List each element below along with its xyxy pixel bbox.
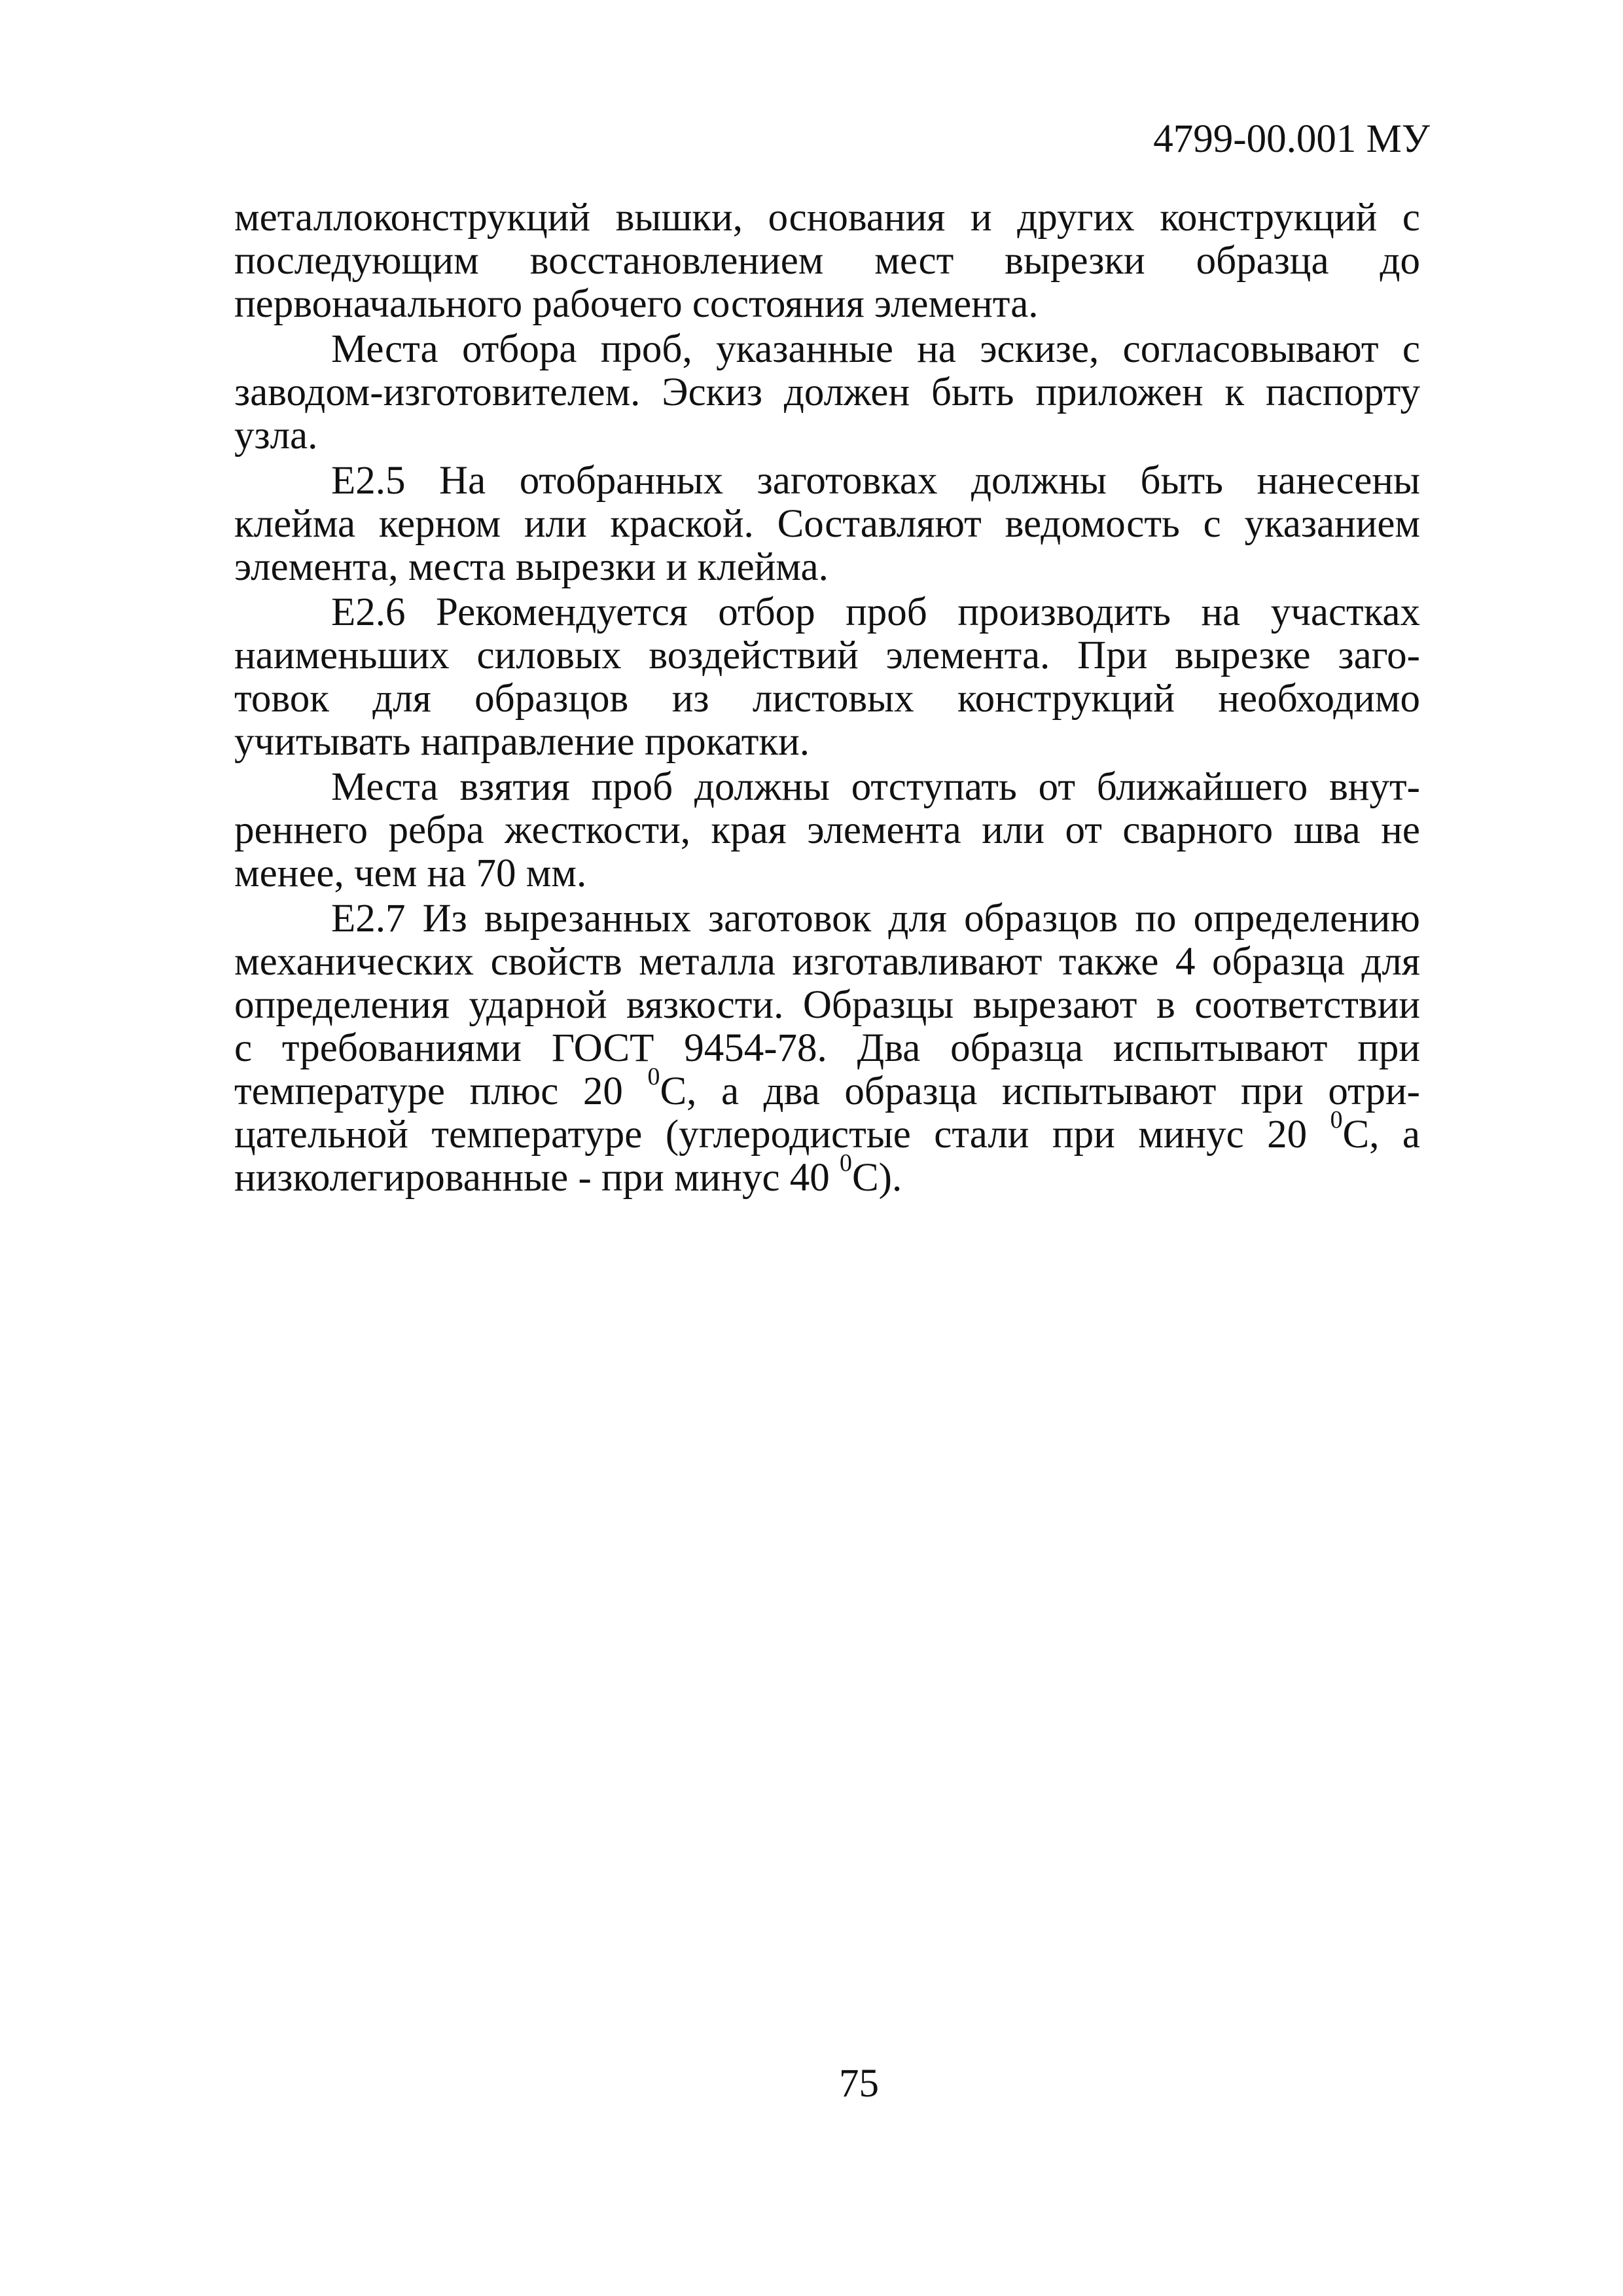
text-line: Е2.5 На отобранных заготовках должны быть нанесены [331,459,1420,503]
text-line: учитывать направление прокатки. [234,720,810,764]
text-segment: температуре плюс 20 [234,1069,648,1113]
text-line: узла. [234,414,318,457]
degree-superscript: 0 [647,1062,660,1090]
text-line: Е2.6 Рекомендуется отбор проб производить на участках [331,590,1420,634]
text-line: Е2.7 Из вырезанных заготовок для образцов по определению [331,897,1420,941]
text-line: товок для образцов из листовых конструкций необходимо [234,677,1420,721]
paragraph-sampling-places [234,766,1420,895]
text-segment: С). [851,1156,902,1200]
text-line: реннего ребра жесткости, края элемента или от сварного шва не [234,808,1420,852]
text-line [234,1062,1420,1113]
text-segment: цательной температуре (углеродистые стали при минус 20 [234,1113,1330,1157]
text-line: менее, чем на 70 мм. [234,852,587,895]
text-segment: низколегированные - при минус 40 [234,1156,840,1200]
paragraph-e2-7 [234,897,1420,1200]
paragraph-e2-6 [234,591,1420,764]
text-line [234,1149,1420,1200]
text-line: заводом-изготовителем. Эскиз должен быть приложен к паспорту [234,370,1420,414]
text-line: Места взятия проб должны отступать от ближайшего внут- [331,765,1420,809]
degree-superscript: 0 [1330,1105,1343,1134]
paragraph-1 [234,196,1420,326]
degree-superscript: 0 [840,1149,852,1177]
text-line: наименьших силовых воздействий элемента. При вырезке заго- [234,634,1420,677]
text-line: определения ударной вязкости. Образцы вырезают в соответствии [234,983,1420,1027]
text-line: клейма керном или краской. Составляют ведомость с указанием [234,502,1420,546]
document-code: 4799-00.001 МУ [1153,117,1430,161]
text-line: механических свойств металла изготавливают также 4 образца для [234,940,1420,984]
text-line [234,1105,1420,1157]
text-line: элемента, места вырезки и клейма. [234,545,829,589]
body-text [234,196,1420,1202]
text-line: последующим восстановлением мест вырезки образца до [234,239,1420,283]
text-line: первоначального рабочего состояния элемента. [234,282,1039,326]
text-line: металлоконструкций вышки, основания и других конструкций с [234,196,1420,240]
text-segment: С, а два образца испытывают при отри- [660,1069,1420,1113]
text-line: с требованиями ГОСТ 9454-78. Два образца испытывают при [234,1026,1420,1070]
text-segment: С, а [1342,1113,1420,1157]
paragraph-e2-5 [234,459,1420,589]
page-number: 75 [839,2062,879,2106]
text-line: Места отбора проб, указанные на эскизе, согласовывают с [331,327,1420,371]
paragraph-2 [234,328,1420,457]
